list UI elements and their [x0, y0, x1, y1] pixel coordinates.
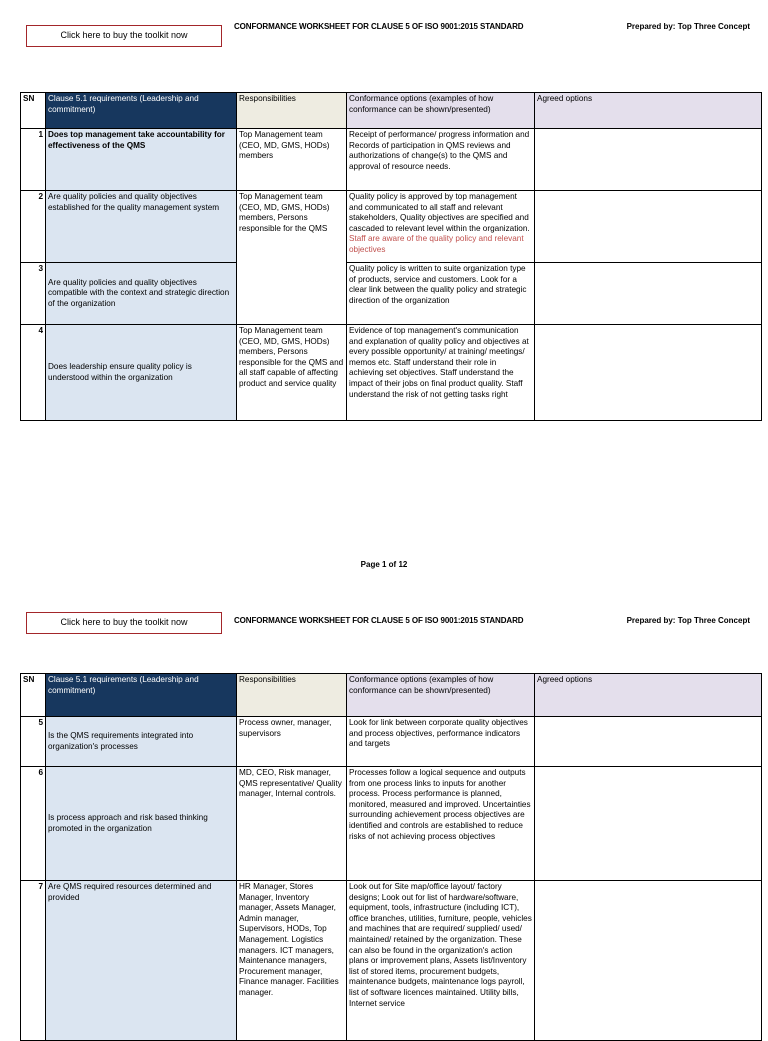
row-requirement: Does top management take accountability for effectiveness of the QMS [46, 129, 237, 191]
row-sn: 5 [21, 717, 46, 767]
row-requirement: Are quality policies and quality objectives established for the quality management system [46, 191, 237, 263]
row-agreed [535, 717, 762, 767]
row-sn: 2 [21, 191, 46, 263]
agreed-header: Agreed options [535, 674, 762, 717]
row-agreed [535, 263, 762, 325]
sn-header: SN [21, 674, 46, 717]
conformance-header: Conformance options (examples of how conformance can be shown/presented) [347, 674, 535, 717]
conformance-text: Quality policy is approved by top management and communicated to all staff and relevant stakeholders, Quality objectives are specified and cascaded to relevant level within the organization. [349, 192, 530, 233]
row-agreed [535, 767, 762, 881]
row-sn: 3 [21, 263, 46, 325]
page-number: Page 1 of 12 [360, 560, 408, 569]
table-row [21, 191, 762, 263]
row-requirement: Are quality policies and quality objectives compatible with the context and strategic direction of the organization [46, 263, 237, 325]
table-row [21, 767, 762, 881]
responsibilities-header: Responsibilities [237, 93, 347, 129]
table-header-row [21, 674, 762, 717]
prepared-by: Prepared by: Top Three Concept [626, 616, 750, 625]
row-responsibilities: Top Management team (CEO, MD, GMS, HODs) members, Persons responsible for the QMS [237, 191, 347, 325]
table-row [21, 263, 762, 325]
row-conformance: Evidence of top management's communication and explanation of quality policy and objectives at every possible opportunity/ at training/ meetings/ memos etc. Staff understand their role in achieving set objectives. Staff understand the impact of their jobs on final product quality. Staff understand the risk of not getting tasks right [347, 325, 535, 421]
document-title: CONFORMANCE WORKSHEET FOR CLAUSE 5 OF ISO 9001:2015 STANDARD [234, 616, 524, 625]
sn-header: SN [21, 93, 46, 129]
buy-toolkit-button[interactable]: Click here to buy the toolkit now [26, 25, 222, 47]
row-sn: 7 [21, 881, 46, 1041]
row-requirement: Are QMS required resources determined and provided [46, 881, 237, 1041]
row-responsibilities: HR Manager, Stores Manager, Inventory manager, Assets Manager, Admin manager, Supervisors, HODs, Top Management. Logistics managers. ICT managers, Maintenance managers, Procurement manager, Finance manager. Facilities manager. [237, 881, 347, 1041]
row-responsibilities: Process owner, manager, supervisors [237, 717, 347, 767]
row-conformance [347, 191, 535, 263]
row-requirement: Is process approach and risk based thinking promoted in the organization [46, 767, 237, 881]
row-conformance: Processes follow a logical sequence and outputs from one process links to inputs for another process. Process performance is planned, monitored, measured and improved. Uncertainties surrounding achievement process objectives are identified and controls are established to reduce risks of not achieving process objectives [347, 767, 535, 881]
row-responsibilities: Top Management team (CEO, MD, GMS, HODs) members [237, 129, 347, 191]
row-conformance: Look for link between corporate quality objectives and process objectives, performance indicators and targets [347, 717, 535, 767]
worksheet-table [20, 673, 762, 1041]
responsibilities-header: Responsibilities [237, 674, 347, 717]
requirement-header: Clause 5.1 requirements (Leadership and commitment) [46, 674, 237, 717]
table-header-row [21, 93, 762, 129]
row-responsibilities: MD, CEO, Risk manager, QMS representative/ Quality manager, Internal controls. [237, 767, 347, 881]
table-row [21, 717, 762, 767]
row-sn: 6 [21, 767, 46, 881]
row-agreed [535, 129, 762, 191]
row-conformance: Quality policy is written to suite organization type of products, service and customers. Look for a clear link between the quality policy and strategic direction of the organization [347, 263, 535, 325]
row-agreed [535, 325, 762, 421]
row-sn: 1 [21, 129, 46, 191]
row-conformance: Receipt of performance/ progress information and Records of participation in QMS reviews and authorizations of change(s) to the QMS and approval of resource needs. [347, 129, 535, 191]
row-agreed [535, 191, 762, 263]
worksheet-table [20, 92, 762, 421]
table-row [21, 881, 762, 1041]
table-row [21, 325, 762, 421]
agreed-header: Agreed options [535, 93, 762, 129]
requirement-header: Clause 5.1 requirements (Leadership and commitment) [46, 93, 237, 129]
row-requirement: Is the QMS requirements integrated into organization's processes [46, 717, 237, 767]
table-row [21, 129, 762, 191]
document-title: CONFORMANCE WORKSHEET FOR CLAUSE 5 OF ISO 9001:2015 STANDARD [234, 22, 524, 31]
row-requirement: Does leadership ensure quality policy is understood within the organization [46, 325, 237, 421]
conformance-header: Conformance options (examples of how conformance can be shown/presented) [347, 93, 535, 129]
conformance-highlight: Staff are aware of the quality policy and relevant objectives [349, 234, 524, 254]
prepared-by: Prepared by: Top Three Concept [626, 22, 750, 31]
row-conformance: Look out for Site map/office layout/ factory designs; Look out for list of hardware/software, equipment, tools, infrastructure (including ICT), office branches, utilities, furniture, people, vehicles and machines that are required/ supplied/ used/ maintained/ retained by the organization. These can also be found in the organization's action plans or improvement plans, Assets list/Inventory list of stored items, procurement budgets, maintenance budgets, maintenance logs payroll, list of software licences maintained. Utility bills, Internet service [347, 881, 535, 1041]
buy-toolkit-button[interactable]: Click here to buy the toolkit now [26, 612, 222, 634]
row-responsibilities: Top Management team (CEO, MD, GMS, HODs) members, Persons responsible for the QMS and all staff capable of affecting product and service quality [237, 325, 347, 421]
row-sn: 4 [21, 325, 46, 421]
row-agreed [535, 881, 762, 1041]
